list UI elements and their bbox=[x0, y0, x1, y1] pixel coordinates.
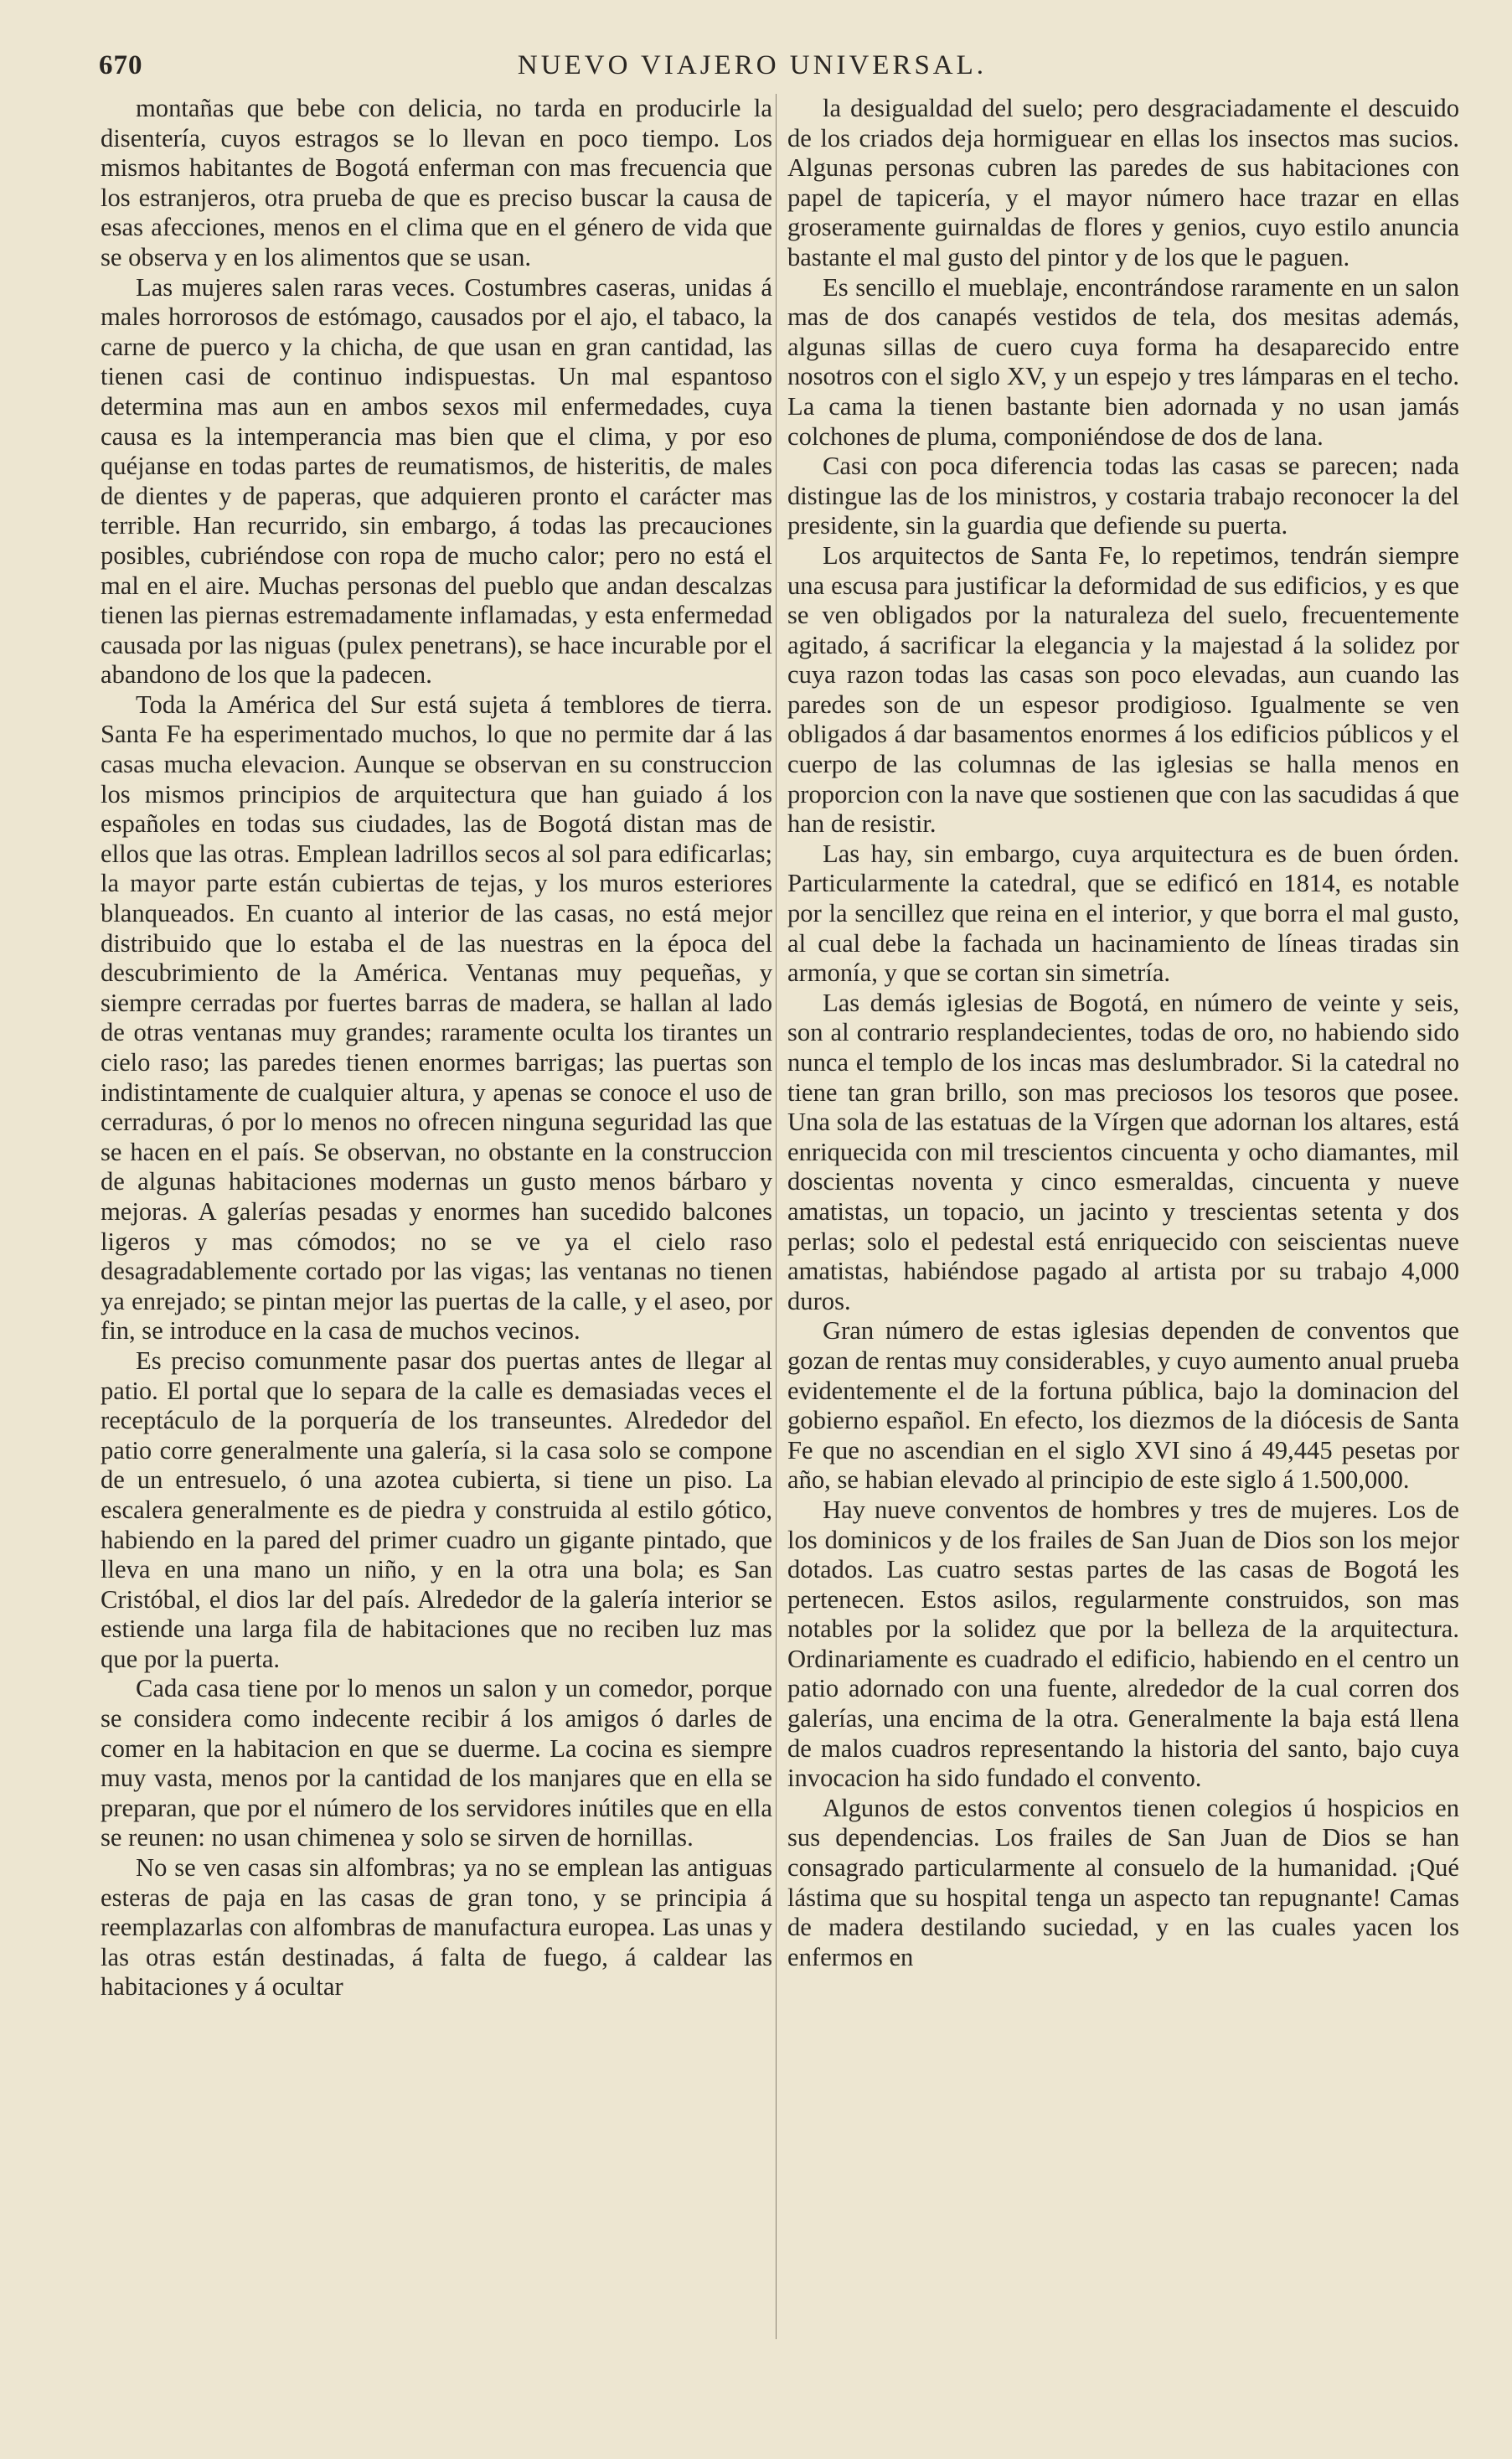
paragraph: Cada casa tiene por lo menos un salon y un comedor, porque se considera como indecente recibir á los amigos ó darles de comer en la habitacion en que se duerme. La cocina es siempre muy vasta, menos por la cantidad de los manjares que en ella se preparan, que por el número de los servidores inútiles que en ella se reunen: no usan chimenea y solo se sirven de hornillas. bbox=[101, 1674, 772, 1852]
paragraph: Es sencillo el mueblaje, encontrándose raramente en un salon mas de dos canapés vestidos de tela, dos mesitas además, algunas sillas de cuero cuya forma ha desaparecido entre nosotros con el siglo XV, y un espejo y tres lámparas en el techo. La cama la tienen bastante bien adornada y no usan jamás colchones de pluma, componiéndose de dos de lana. bbox=[787, 272, 1459, 451]
column-divider bbox=[776, 94, 777, 2339]
page-header bbox=[99, 50, 1406, 92]
paragraph: Es preciso comunmente pasar dos puertas antes de llegar al patio. El portal que lo separa de la calle es demasiadas veces el receptáculo de la porquería de los transeuntes. Alrededor del patio corre generalmente una galería, si la casa solo se compone de un entresuelo, ó una azotea cubierta, si tiene un piso. La escalera generalmente es de piedra y construida al estilo gótico, habiendo en la pared del primer cuadro un gigante pintado, que lleva en una mano un niño, y en la otra una bola; es San Cristóbal, el dios lar del país. Alrededor de la galería interior se estiende una larga fila de habitaciones que no reciben luz mas que por la puerta. bbox=[101, 1346, 772, 1673]
paragraph: Los arquitectos de Santa Fe, lo repetimos, tendrán siempre una escusa para justificar la deformidad de sus edificios, y es que se ven obligados por la naturaleza del suelo, frecuentemente agitado, á sacrificar la elegancia y la majestad á la solidez por cuya razon todas las casas son poco elevadas, aun cuando las paredes son de un espesor prodigioso. Igualmente se ven obligados á dar basamentos enormes á los edificios públicos y el cuerpo de las columnas de las iglesias se halla menos en proporcion con la nave que sostienen que con las sacudidas á que han de resistir. bbox=[787, 540, 1459, 839]
paragraph: Algunos de estos conventos tienen colegios ú hospicios en sus dependencias. Los frailes de San Juan de Dios se han consagrado particularmente al consuelo de la humanidad. ¡Qué lástima que su hospital tenga un aspecto tan repugnante! Camas de madera destilando suciedad, y en las cuales yacen los enfermos en bbox=[787, 1793, 1459, 1971]
running-title: NUEVO VIAJERO UNIVERSAL. bbox=[517, 50, 988, 80]
paragraph: No se ven casas sin alfombras; ya no se emplean las antiguas esteras de paja en las casas de gran tono, y se principia á reemplazarlas con alfombras de manufactura europea. Las unas y las otras están destinadas, á falta de fuego, á caldear las habitaciones y á ocultar bbox=[101, 1853, 772, 2002]
paragraph: Las hay, sin embargo, cuya arquitectura es de buen órden. Particularmente la catedral, que se edificó en 1814, es notable por la sencillez que reina en el interior, y que borra el mal gusto, al cual debe la fachada un hacinamiento de líneas tiradas sin armonía, y que se cortan sin simetría. bbox=[787, 839, 1459, 988]
page-number: 670 bbox=[99, 50, 143, 80]
left-column bbox=[101, 94, 772, 2339]
paragraph: montañas que bebe con delicia, no tarda en producirle la disentería, cuyos estragos se lo llevan en poco tiempo. Los mismos habitantes de Bogotá enferman con mas frecuencia que los estranjeros, otra prueba de que es preciso buscar la causa de esas afecciones, menos en el clima que en el género de vida que se observa y en los alimentos que se usan. bbox=[101, 94, 772, 271]
paragraph: Las mujeres salen raras veces. Costumbres caseras, unidas á males horrorosos de estómago, causados por el ajo, el tabaco, la carne de puerco y la chicha, de que usan en gran cantidad, las tienen casi de continuo indispuestas. Un mal espantoso determina mas aun en ambos sexos mil enfermedades, cuya causa es la intemperancia mas bien que el clima, y por eso quéjanse en todas partes de reumatismos, de histeritis, de males de dientes y de paperas, que adquieren pronto el carácter mas terrible. Han recurrido, sin embargo, á todas las precauciones posibles, cubriéndose con ropa de mucho calor; pero no está el mal en el aire. Muchas personas del pueblo que andan descalzas tienen las piernas estremadamente inflamadas, y esta enfermedad causada por las niguas (pulex penetrans), se hace incurable por el abandono de los que la padecen. bbox=[101, 272, 772, 690]
paragraph: la desigualdad del suelo; pero desgraciadamente el descuido de los criados deja hormiguear en ellas los insectos mas sucios. Algunas personas cubren las paredes de sus habitaciones con papel de tapicería, y el mayor número hace trazar en ellas groseramente guirnaldas de flores y genios, cuyo estilo anuncia bastante el mal gusto del pintor y de los que le paguen. bbox=[787, 94, 1459, 271]
paragraph: Casi con poca diferencia todas las casas se parecen; nada distingue las de los ministros, y costaria trabajo reconocer la del presidente, sin la guardia que defiende su puerta. bbox=[787, 452, 1459, 540]
right-column bbox=[787, 94, 1459, 2339]
paragraph: Toda la América del Sur está sujeta á temblores de tierra. Santa Fe ha esperimentado muchos, lo que no permite dar á las casas mucha elevacion. Aunque se observan en su construccion los mismos principios de arquitectura que han guiado á los españoles en todas sus ciudades, las de Bogotá distan mas de ellos que las otras. Emplean ladrillos secos al sol para edificarlas; la mayor parte están cubiertas de tejas, y los muros esteriores blanqueados. En cuanto al interior de las casas, no está mejor distribuido que lo estaba el de las nuestras en la época del descubrimiento de la América. Ventanas muy pequeñas, y siempre cerradas por fuertes barras de madera, se hallan al lado de otras ventanas muy grandes; raramente oculta los tirantes un cielo raso; las paredes tienen enormes barrigas; las puertas son indistintamente de cualquier altura, y apenas se conoce el uso de cerraduras, ó por lo menos no ofrecen ninguna seguridad las que se hacen en el país. Se observan, no obstante en la construccion de algunas habitaciones modernas un gusto menos bárbaro y mejoras. A galerías pesadas y enormes han sucedido balcones ligeros y mas cómodos; no se ve ya el cielo raso desagradablemente cortado por las vigas; las ventanas no tienen ya enrejado; se pintan mejor las puertas de la calle, y el aseo, por fin, se introduce en la casa de muchos vecinos. bbox=[101, 690, 772, 1346]
paragraph: Hay nueve conventos de hombres y tres de mujeres. Los de los dominicos y de los frailes de San Juan de Dios son los mejor dotados. Las cuatro sestas partes de las casas de Bogotá les pertenecen. Estos asilos, regularmente construidos, son mas notables por la solidez que por la belleza de la arquitectura. Ordinariamente es cuadrado el edificio, habiendo en el centro un patio adornado con una fuente, alrededor de la cual corren dos galerías, una encima de la otra. Generalmente la baja está llena de malos cuadros representando la historia del santo, bajo cuya invocacion ha sido fundado el convento. bbox=[787, 1495, 1459, 1793]
paragraph: Gran número de estas iglesias dependen de conventos que gozan de rentas muy considerables, y cuyo aumento anual prueba evidentemente el de la fortuna pública, bajo la dominacion del gobierno español. En efecto, los diezmos de la diócesis de Santa Fe que no ascendian en el siglo XVI sino á 49,445 pesetas por año, se habian elevado al principio de este siglo á 1.500,000. bbox=[787, 1316, 1459, 1495]
paragraph: Las demás iglesias de Bogotá, en número de veinte y seis, son al contrario resplandecientes, todas de oro, no habiendo sido nunca el templo de los incas mas deslumbrador. Si la catedral no tiene tan gran brillo, son mas preciosos los tesoros que posee. Una sola de las estatuas de la Vírgen que adornan los altares, está enriquecida con mil trescientos cincuenta y ocho diamantes, mil doscientas noventa y cinco esmeraldas, cincuenta y nueve amatistas, un topacio, un jacinto y trescientas setenta y dos perlas; solo el pedestal está enriquecido con seiscientas nueve amatistas, habiéndose pagado al artista por su trabajo 4,000 duros. bbox=[787, 988, 1459, 1315]
